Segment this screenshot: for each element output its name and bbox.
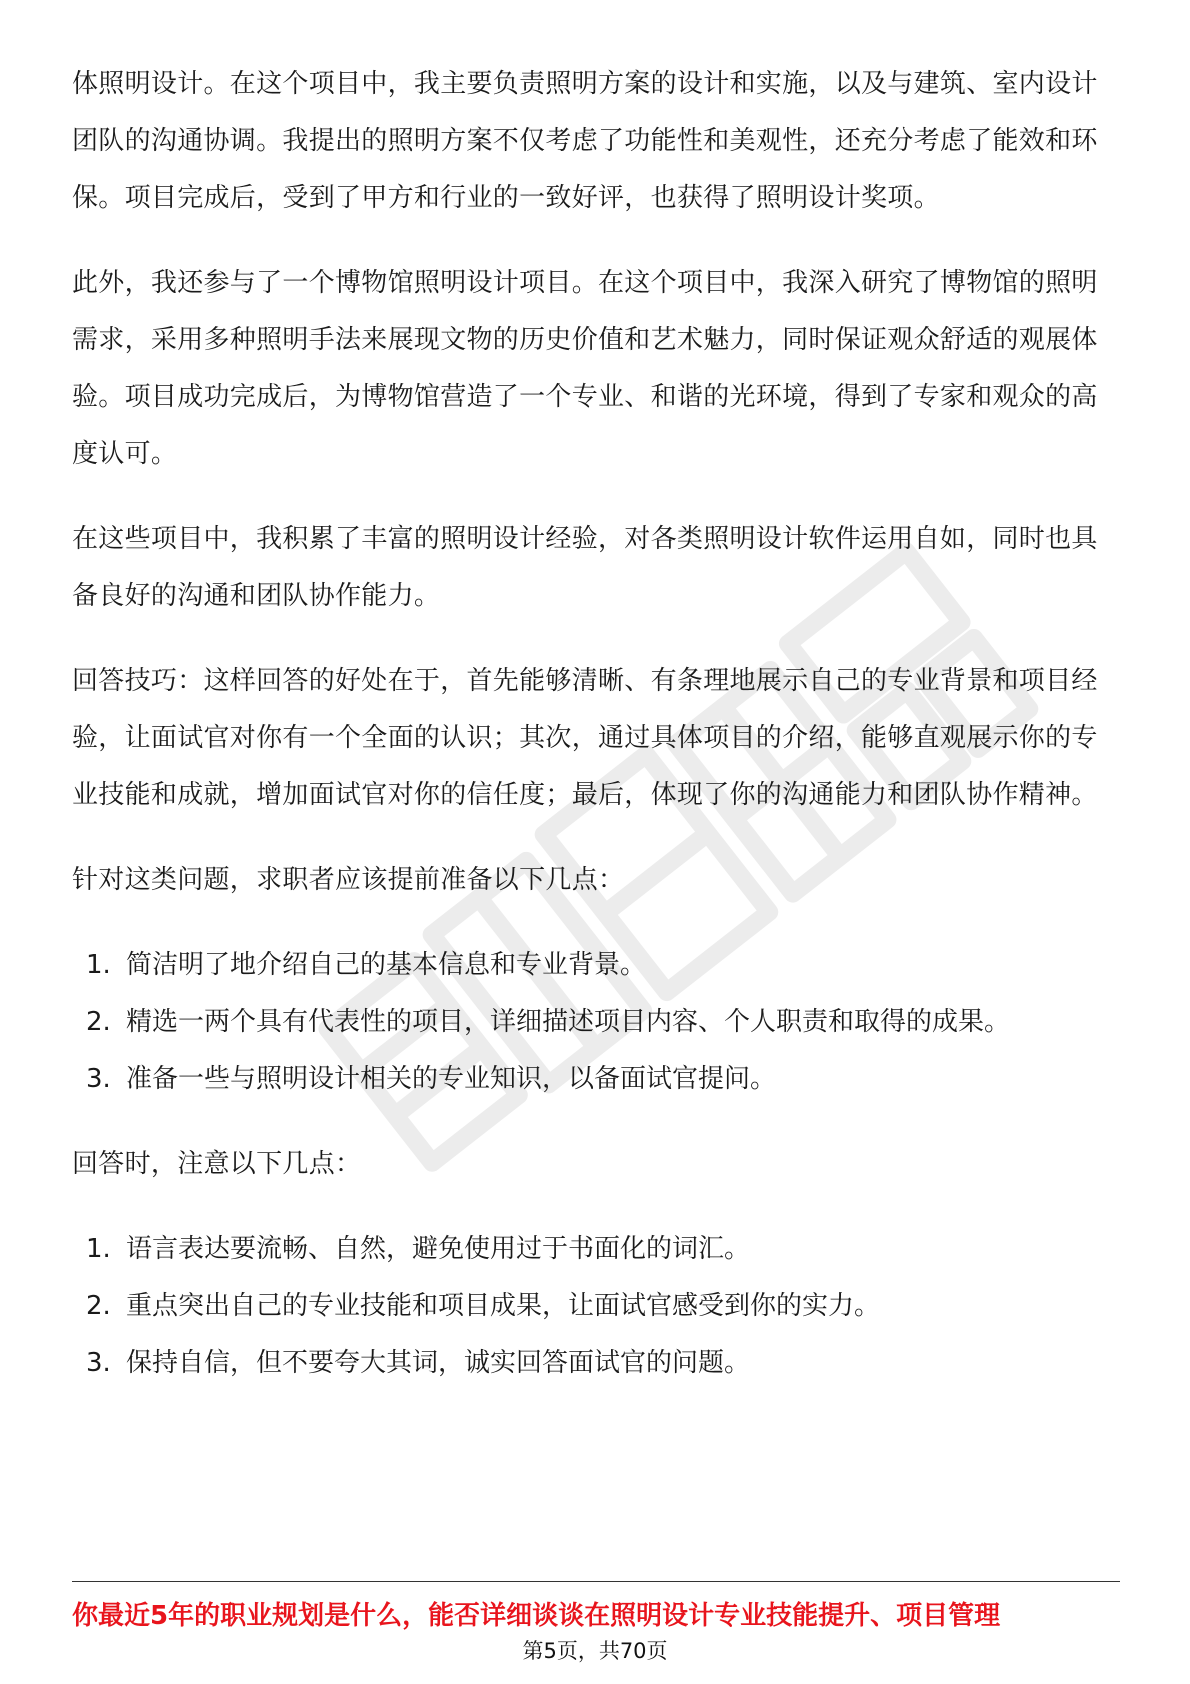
- list-item: [72, 1278, 1120, 1335]
- section-divider: [72, 1581, 1120, 1582]
- paragraph-project-lighting: 体照明设计。在这个项目中，我主要负责照明方案的设计和实施，以及与建筑、室内设计团队的沟通协调。我提出的照明方案不仅考虑了功能性和美观性，还充分考虑了能效和环保。项目完成后，受到了甲方和行业的一致好评，也获得了照明设计奖项。: [72, 69, 1098, 213]
- list-text: 准备一些与照明设计相关的专业知识，以备面试官提问。: [126, 1064, 777, 1094]
- page-number-footer: 第5页，共70页: [522, 1639, 668, 1663]
- list-text: 语言表达要流畅、自然，避免使用过于书面化的词汇。: [126, 1234, 751, 1264]
- list-number: 2.: [86, 1007, 111, 1037]
- paragraph-museum-project: 此外，我还参与了一个博物馆照明设计项目。在这个项目中，我深入研究了博物馆的照明需求，采用多种照明手法来展现文物的历史价值和艺术魅力，同时保证观众舒适的观展体验。项目成功完成后，为博物馆营造了一个专业、和谐的光环境，得到了专家和观众的高度认可。: [72, 268, 1098, 469]
- list-text: 保持自信，但不要夸大其词，诚实回答面试官的问题。: [126, 1348, 751, 1378]
- main-content: [72, 56, 1120, 1420]
- paragraph-answer-intro: 回答时，注意以下几点：: [72, 1149, 362, 1179]
- paragraph-experience-summary: 在这些项目中，我积累了丰富的照明设计经验，对各类照明设计软件运用自如，同时也具备良好的沟通和团队协作能力。: [72, 524, 1098, 611]
- list-number: 3.: [86, 1064, 111, 1094]
- list-text: 重点突出自己的专业技能和项目成果，让面试官感受到你的实力。: [126, 1291, 881, 1321]
- list-number: 2.: [86, 1291, 111, 1321]
- prep-list: [72, 937, 1120, 1108]
- list-text: 精选一两个具有代表性的项目，详细描述项目内容、个人职责和取得的成果。: [126, 1007, 1011, 1037]
- paragraph-prep-intro: 针对这类问题，求职者应该提前准备以下几点：: [72, 865, 625, 895]
- list-text: 简洁明了地介绍自己的基本信息和专业背景。: [126, 950, 647, 980]
- next-question-heading: 你最近5年的职业规划是什么，能否详细谈谈在照明设计专业技能提升、项目管理: [72, 1601, 1001, 1631]
- list-item: [72, 1221, 1120, 1278]
- list-item: [72, 1335, 1120, 1392]
- list-item: [72, 937, 1120, 994]
- answer-list: [72, 1221, 1120, 1392]
- list-number: 1.: [86, 950, 111, 980]
- list-number: 3.: [86, 1348, 111, 1378]
- list-number: 1.: [86, 1234, 111, 1264]
- list-item: [72, 1051, 1120, 1108]
- paragraph-answer-tips: 回答技巧：这样回答的好处在于，首先能够清晰、有条理地展示自己的专业背景和项目经验，让面试官对你有一个全面的认识；其次，通过具体项目的介绍，能够直观展示你的专业技能和成就，增加面试官对你的信任度；最后，体现了你的沟通能力和团队协作精神。: [72, 666, 1098, 810]
- list-item: [72, 994, 1120, 1051]
